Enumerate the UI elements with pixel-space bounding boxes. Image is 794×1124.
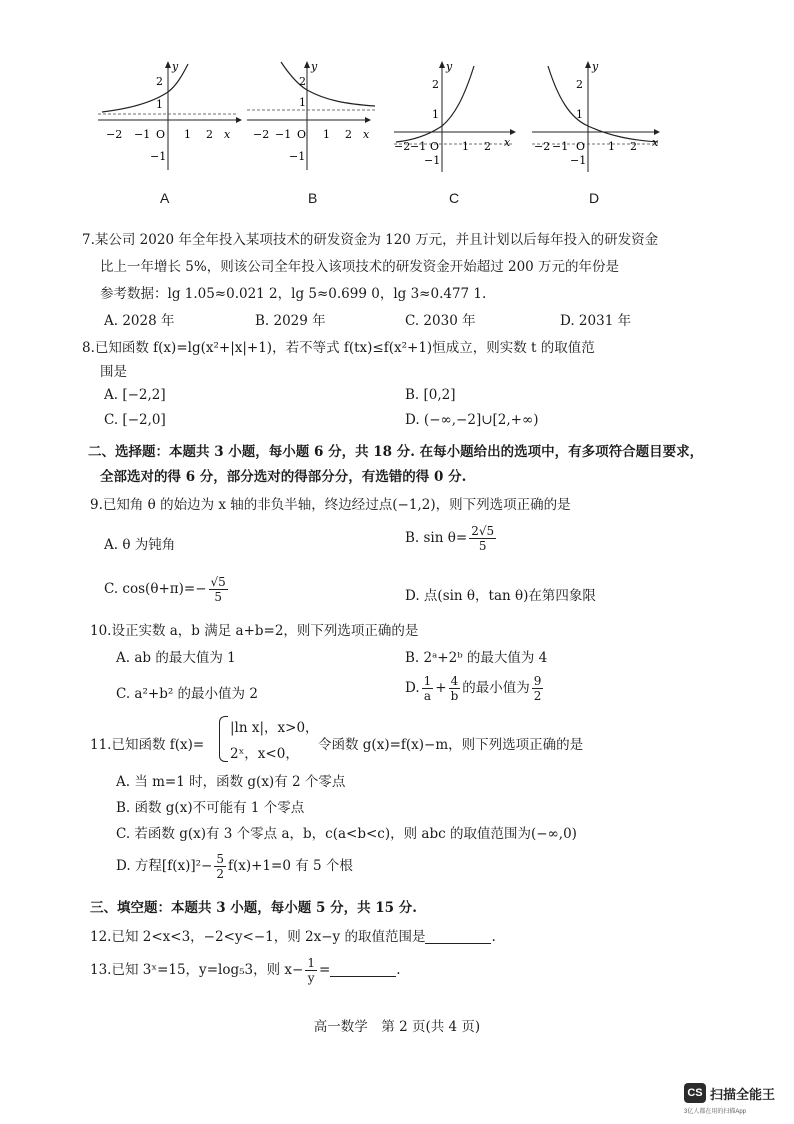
q10-d-f1-num: 1 [423,674,432,688]
graph-c-ytick-2: 2 [432,78,439,91]
camscanner-tagline: 3亿人都在用的扫描App [684,1109,747,1115]
graph-c-x-label: x [504,136,511,149]
q10-d-plus: + [435,680,447,696]
graph-d-tick-neg2: −2 [534,140,551,153]
q10-d-f1-den: a [423,689,432,703]
graph-b-tick-2: 2 [345,128,352,141]
q10-d-f2-den: b [450,689,459,703]
q9-option-b-fraction [469,524,496,553]
graph-b-ytick-1: 1 [299,96,306,109]
q11-stem-prefix: 11.已知函数 f(x)= [90,737,205,753]
graph-a-ytick-1: 1 [156,98,163,111]
q11-option-d [116,852,353,881]
graph-a-tick-neg2: −2 [106,128,123,141]
q10-option-a: A. ab 的最大值为 1 [116,650,236,666]
q12-text: 12.已知 2<x<3，−2<y<−1，则 2x−y 的取值范围是 [90,929,426,945]
q11-option-c: C. 若函数 g(x)有 3 个零点 a，b，c(a<b<c)，则 abc 的取值范围为(−∞,0) [116,826,577,842]
q13-text: 13.已知 3ˣ=15，y=log₅3，则 x− [90,962,304,978]
q8-option-b: B. [0,2] [405,387,456,403]
graph-d-x-label: x [652,136,659,149]
q10-option-b: B. 2ᵃ+2ᵇ 的最大值为 4 [405,650,548,666]
q12-answer-blank[interactable] [425,930,491,945]
graph-c-y-label: y [446,60,453,73]
graph-d-tick-1: 1 [608,140,615,153]
graph-d [530,58,680,176]
q9-c-numerator: √5 [210,575,226,589]
graph-c-origin: O [430,140,440,153]
q9-option-a: A. θ 为钝角 [104,537,176,553]
q10-d-f2-num: 4 [450,674,459,688]
q11-option-a: A. 当 m=1 时，函数 g(x)有 2 个零点 [116,774,346,790]
q12 [90,925,496,945]
graph-d-tick-neg1: −1 [552,140,569,153]
graph-c-tick-2: 2 [484,140,491,153]
graph-d-y-label: y [592,60,599,73]
graph-a-tick-2: 2 [206,128,213,141]
q9-option-c-fraction [209,575,228,604]
q9-option-c-text: C. cos(θ+π)=− [104,581,207,597]
q13-fraction [305,956,317,985]
graph-d-ytick-1: 1 [576,108,583,121]
q8-option-a: A. [−2,2] [104,387,166,403]
graph-a-origin: O [156,128,166,141]
q10-option-d [405,674,545,703]
q10-d-fraction-2 [449,674,461,703]
graph-b-tick-neg1: −1 [275,128,292,141]
q10-d-f3-den: 2 [533,689,542,703]
q7-line2: 比上一年增长 5%，则该公司全年投入该项技术的研发资金开始超过 200 万元的年份是 [100,259,620,275]
graph-d-origin: O [576,140,586,153]
q8-line2: 围是 [100,364,127,380]
camscanner-logo-icon: CS [684,1083,706,1103]
q11-option-d-suffix: f(x)+1=0 有 5 个根 [227,858,353,874]
graph-b-label: B [308,190,318,206]
q11-d-numerator: 5 [216,852,224,866]
q8-line1: 8.已知函数 f(x)=lg(x²+|x|+1)，若不等式 f(tx)≤f(x²+1)恒成立，则实数 t 的取值范 [82,340,595,356]
graph-a-x-label: x [224,128,231,141]
q9-b-denominator: 5 [478,539,487,553]
q13 [90,956,401,985]
q9-c-denominator: 5 [214,590,222,604]
graph-b-x-label: x [363,128,370,141]
graph-c-tick-1: 1 [462,140,469,153]
graph-c [392,58,542,176]
q7-option-d: D. 2031 年 [560,313,632,329]
graph-a-ytick-neg1: −1 [150,150,167,163]
graph-a-ytick-2: 2 [156,75,163,88]
q11-d-denominator: 2 [216,867,224,881]
q10-d-fraction-3 [532,674,544,703]
graph-c-label: C [449,190,460,206]
graph-a-y-label: y [172,60,179,73]
q7-line1: 7.某公司 2020 年全年投入某项技术的研发资金为 120 万元，并且计划以后每年投入的研发资金 [82,232,659,248]
graph-d-label: D [589,190,600,206]
q11-case-1: |ln x|，x>0， [230,720,319,736]
graph-c-ytick-1: 1 [432,108,439,121]
section3-title: 三、填空题：本题共 3 小题，每小题 5 分，共 15 分. [90,900,417,916]
q13-numerator: 1 [307,956,315,970]
q10-option-c: C. a²+b² 的最小值为 2 [116,686,258,702]
graph-b-y-label: y [311,60,318,73]
q10-stem: 10.设正实数 a，b 满足 a+b=2，则下列选项正确的是 [90,623,419,639]
q7-option-b: B. 2029 年 [255,313,326,329]
graph-c-tick-neg2: −2 [394,140,411,153]
graph-c-ytick-neg1: −1 [424,154,441,167]
graph-a [96,58,246,176]
graph-b-tick-neg2: −2 [253,128,270,141]
q10-d-text: 的最小值为 [462,680,530,696]
q13-denominator: y [307,971,315,985]
graph-d-ytick-neg1: −1 [570,154,587,167]
q13-end: . [396,962,401,978]
graph-d-ytick-2: 2 [576,78,583,91]
graph-b [245,58,395,176]
graph-a-tick-1: 1 [184,128,191,141]
graph-d-tick-2: 2 [630,140,637,153]
section2-line2: 全部选对的得 6 分，部分选对的得部分分，有选错的得 0 分. [100,469,467,485]
q9-stem: 9.已知角 θ 的始边为 x 轴的非负半轴，终边经过点(−1,2)，则下列选项正确的是 [90,497,571,513]
q13-equals: = [318,962,331,978]
q7-option-c: C. 2030 年 [405,313,476,329]
graph-c-tick-neg1: −1 [410,140,427,153]
graph-b-origin: O [297,128,307,141]
q8-option-d: D. (−∞,−2]∪[2,+∞) [405,412,539,428]
q11-stem-suffix: 令函数 g(x)=f(x)−m，则下列选项正确的是 [318,737,584,753]
q11-case-2: 2ˣ，x<0， [230,746,299,762]
q11-option-d-prefix: D. 方程[f(x)]²− [116,858,213,874]
camscanner-name: 扫描全能王 [710,1087,776,1102]
graph-b-tick-1: 1 [323,128,330,141]
q7-line3: 参考数据：lg 1.05≈0.021 2，lg 5≈0.699 0，lg 3≈0.477 1. [100,286,487,302]
q13-answer-blank[interactable] [330,963,396,978]
graph-b-ytick-neg1: −1 [289,150,306,163]
q11-option-b: B. 函数 g(x)不可能有 1 个零点 [116,800,305,816]
graph-a-label: A [160,190,170,206]
q9-b-numerator: 2√5 [471,524,495,538]
q10-option-d-prefix: D. [405,680,420,696]
graph-b-ytick-2: 2 [299,75,306,88]
q7-option-a: A. 2028 年 [104,313,175,329]
q10-d-f3-num: 9 [533,674,542,688]
q9-option-d: D. 点(sin θ，tan θ)在第四象限 [405,588,596,604]
page-footer: 高一数学 第 2 页(共 4 页) [313,1019,481,1035]
q9-option-b-text: B. sin θ= [405,530,468,546]
q10-d-fraction-1 [422,674,434,703]
q12-end: . [491,929,496,945]
section2-line1: 二、选择题：本题共 3 小题，每小题 6 分，共 18 分. 在每小题给出的选项中，有多项符合题目要求， [88,444,704,460]
graph-a-tick-neg1: −1 [134,128,151,141]
q9-option-b [405,524,498,553]
q9-option-c [104,575,230,604]
q11-d-fraction [214,852,226,881]
q11-piecewise-brace [219,716,228,762]
q8-option-c: C. [−2,0] [104,412,166,428]
